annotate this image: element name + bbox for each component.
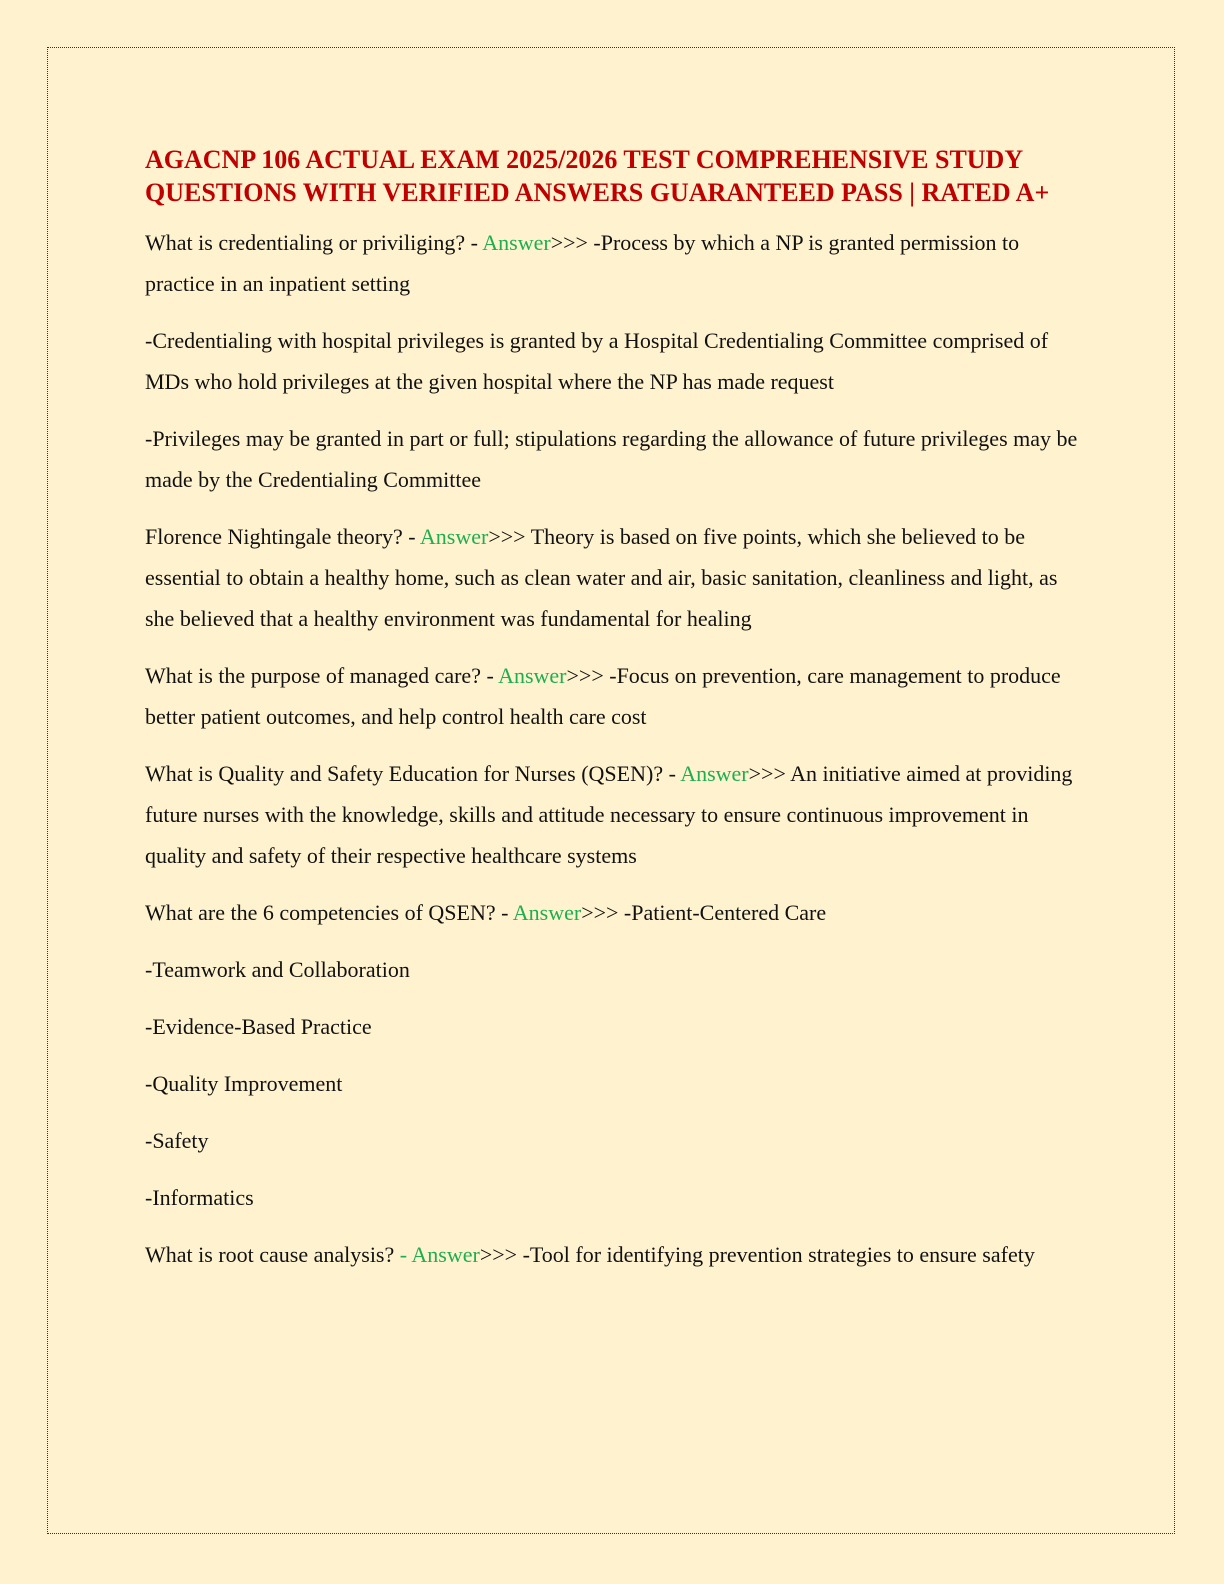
qa-managed-care	[145, 655, 1080, 737]
document-title: AGACNP 106 ACTUAL EXAM 2025/2026 TEST COMPREHENSIVE STUDY QUESTIONS WITH VERIFIED ANSWERS GUARANTEED PASS | RATED A+	[145, 145, 1050, 207]
qa-root-cause	[145, 1234, 1080, 1275]
answer-label: Answer	[512, 900, 582, 925]
answer-marker: >>>	[748, 761, 786, 786]
qa-nightingale	[145, 516, 1080, 639]
qa-qsen	[145, 753, 1080, 876]
question-text: What is the purpose of managed care? -	[145, 663, 499, 688]
answer-label: Answer	[411, 1242, 480, 1267]
answer-text: -Focus on prevention, care management to produce better patient outcomes, and help control health care cost	[145, 663, 1061, 729]
question-text: Florence Nightingale theory? -	[145, 524, 420, 549]
answer-label: Answer	[419, 524, 489, 549]
qsen-item: -Evidence-Based Practice	[145, 1014, 372, 1039]
credentialing-detail-1: -Credentialing with hospital privileges is granted by a Hospital Credentialing Committee comprised of MDs who hold privileges at the given hospital where the NP has made request	[145, 328, 1049, 394]
question-text: What is credentialing or priviliging? -	[145, 230, 483, 255]
answer-label: Answer	[680, 761, 749, 786]
answer-label: Answer	[498, 663, 567, 688]
qsen-item: -Teamwork and Collaboration	[145, 957, 410, 982]
answer-marker: >>>	[581, 900, 619, 925]
answer-text: -Process by which a NP is granted permission to practice in an inpatient setting	[145, 230, 1020, 296]
answer-prefix: -	[394, 1242, 412, 1267]
answer-marker: >>>	[566, 663, 604, 688]
answer-text: -Tool for identifying prevention strategies to ensure safety	[517, 1242, 1035, 1267]
question-text: What are the 6 competencies of QSEN? -	[145, 900, 513, 925]
answer-marker: >>>	[479, 1242, 518, 1267]
answer-label: Answer	[482, 230, 551, 255]
answer-marker: >>>	[488, 524, 526, 549]
question-text: What is Quality and Safety Education for Nurses (QSEN)? -	[145, 761, 681, 786]
answer-marker: >>>	[550, 230, 588, 255]
qsen-item: -Quality Improvement	[145, 1071, 343, 1096]
qa-credentialing	[145, 222, 1080, 304]
question-text: What is root cause analysis?	[145, 1242, 395, 1267]
qsen-item: -Informatics	[145, 1185, 254, 1210]
qsen-item: -Safety	[145, 1128, 209, 1153]
credentialing-detail-2: -Privileges may be granted in part or full; stipulations regarding the allowance of future privileges may be made by the Credentialing Committee	[145, 426, 1078, 492]
answer-text: -Patient-Centered Care	[618, 900, 827, 925]
document-content	[145, 143, 1080, 1291]
answer-text: Theory is based on five points, which she believed to be essential to obtain a healthy home, such as clean water and air, basic sanitation, cleanliness and light, as she believed that a healthy environment was fundamental for healing	[145, 524, 1058, 631]
answer-text: An initiative aimed at providing future nurses with the knowledge, skills and attitude necessary to ensure continuous improvement in quality and safety of their respective healthcare systems	[145, 761, 1073, 868]
qa-qsen-competencies	[145, 892, 1080, 933]
